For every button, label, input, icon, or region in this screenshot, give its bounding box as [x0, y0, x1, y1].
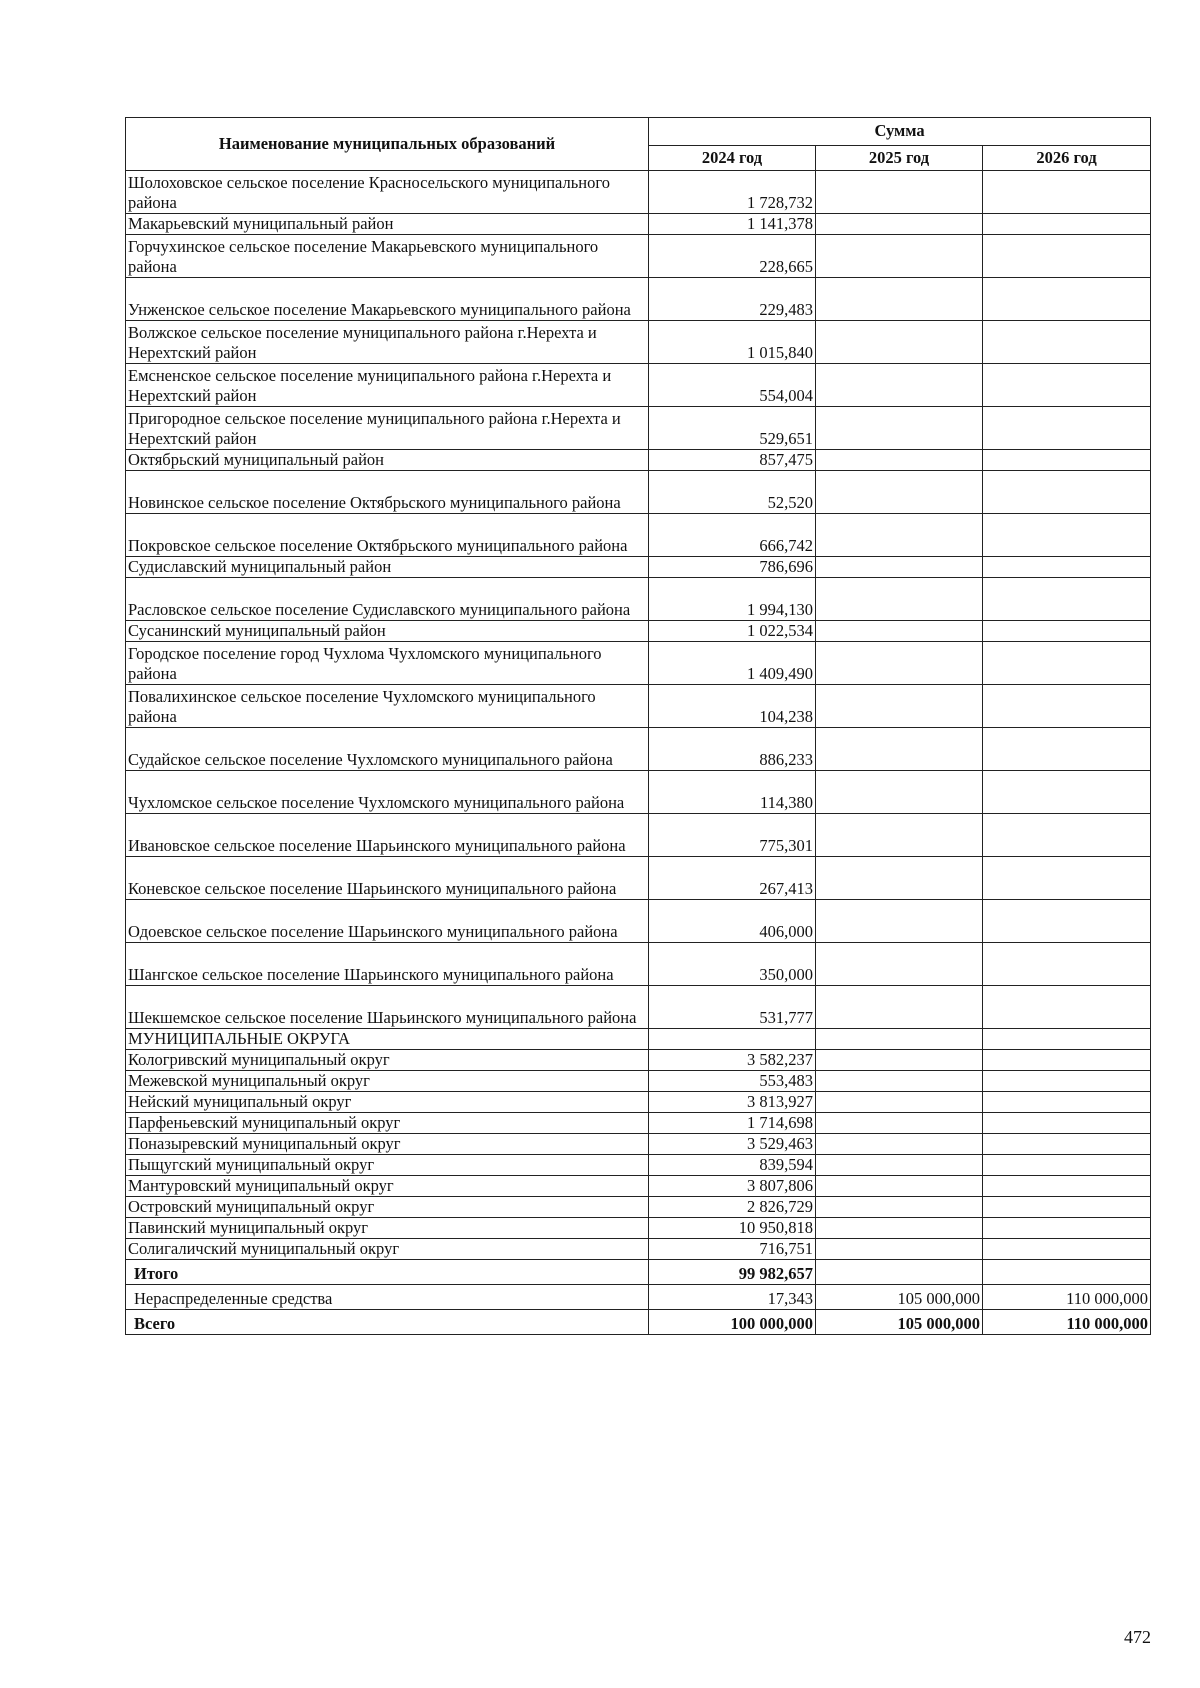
row-value-2026 — [983, 728, 1151, 771]
row-value-2025 — [816, 1155, 983, 1176]
row-value-2026 — [983, 1176, 1151, 1197]
row-value-2026 — [983, 621, 1151, 642]
row-name: Пыщугский муниципальный округ — [126, 1155, 649, 1176]
row-name: Поназыревский муниципальный округ — [126, 1134, 649, 1155]
row-name: МУНИЦИПАЛЬНЫЕ ОКРУГА — [126, 1029, 649, 1050]
header-year-2026: 2026 год — [983, 145, 1151, 170]
table-row — [126, 728, 1151, 771]
row-name: Октябрьский муниципальный район — [126, 450, 649, 471]
row-name: Мантуровский муниципальный округ — [126, 1176, 649, 1197]
row-value-2026 — [983, 1197, 1151, 1218]
summary-row — [126, 1310, 1151, 1335]
row-value-2026 — [983, 471, 1151, 514]
row-name: Покровское сельское поселение Октябрьского муниципального района — [126, 514, 649, 557]
row-value-2026 — [983, 278, 1151, 321]
row-value-2025 — [816, 557, 983, 578]
row-value-2026 — [983, 1155, 1151, 1176]
row-value-2024: 857,475 — [649, 450, 816, 471]
row-value-2026 — [983, 1029, 1151, 1050]
row-value-2025 — [816, 578, 983, 621]
summary-value-2025 — [816, 1260, 983, 1285]
row-value-2026 — [983, 235, 1151, 278]
table-row — [126, 900, 1151, 943]
row-value-2024: 1 994,130 — [649, 578, 816, 621]
row-value-2025 — [816, 771, 983, 814]
table-row — [126, 557, 1151, 578]
row-value-2026 — [983, 407, 1151, 450]
row-name: Одоевское сельское поселение Шарьинского муниципального района — [126, 900, 649, 943]
row-value-2025 — [816, 1071, 983, 1092]
row-value-2026 — [983, 857, 1151, 900]
header-sum: Сумма — [649, 118, 1151, 146]
row-name: Сусанинский муниципальный район — [126, 621, 649, 642]
table-row — [126, 685, 1151, 728]
summary-row — [126, 1260, 1151, 1285]
row-value-2024: 786,696 — [649, 557, 816, 578]
row-value-2026 — [983, 578, 1151, 621]
row-value-2024: 406,000 — [649, 900, 816, 943]
row-value-2024: 839,594 — [649, 1155, 816, 1176]
row-value-2024: 666,742 — [649, 514, 816, 557]
row-value-2025 — [816, 1029, 983, 1050]
row-value-2025 — [816, 171, 983, 214]
row-value-2026 — [983, 642, 1151, 685]
row-value-2025 — [816, 450, 983, 471]
row-value-2024: 716,751 — [649, 1239, 816, 1260]
header-year-2024: 2024 год — [649, 145, 816, 170]
row-value-2026 — [983, 321, 1151, 364]
table-row — [126, 235, 1151, 278]
row-value-2024: 3 582,237 — [649, 1050, 816, 1071]
table-row — [126, 578, 1151, 621]
row-value-2024: 3 807,806 — [649, 1176, 816, 1197]
row-value-2024: 1 409,490 — [649, 642, 816, 685]
row-value-2024: 3 813,927 — [649, 1092, 816, 1113]
row-value-2025 — [816, 407, 983, 450]
row-value-2025 — [816, 1218, 983, 1239]
row-value-2024: 1 015,840 — [649, 321, 816, 364]
row-name: Емсненское сельское поселение муниципального района г.Нерехта и Нерехтский район — [126, 364, 649, 407]
table-row — [126, 1050, 1151, 1071]
row-name: Нейский муниципальный округ — [126, 1092, 649, 1113]
row-value-2025 — [816, 1092, 983, 1113]
row-name: Шолоховское сельское поселение Красносельского муниципального района — [126, 171, 649, 214]
table-row — [126, 1029, 1151, 1050]
row-value-2024: 886,233 — [649, 728, 816, 771]
row-name: Солигаличский муниципальный округ — [126, 1239, 649, 1260]
row-value-2026 — [983, 900, 1151, 943]
row-name: Волжское сельское поселение муниципального района г.Нерехта и Нерехтский район — [126, 321, 649, 364]
row-value-2024: 1 022,534 — [649, 621, 816, 642]
table-row — [126, 642, 1151, 685]
summary-value-2024: 100 000,000 — [649, 1310, 816, 1335]
row-value-2025 — [816, 1197, 983, 1218]
row-value-2026 — [983, 771, 1151, 814]
table-row — [126, 1071, 1151, 1092]
row-value-2025 — [816, 514, 983, 557]
row-value-2024: 554,004 — [649, 364, 816, 407]
row-name: Судиславский муниципальный район — [126, 557, 649, 578]
row-value-2025 — [816, 364, 983, 407]
row-value-2024: 2 826,729 — [649, 1197, 816, 1218]
row-name: Островский муниципальный округ — [126, 1197, 649, 1218]
row-value-2026 — [983, 450, 1151, 471]
row-value-2026 — [983, 1071, 1151, 1092]
table-row — [126, 1155, 1151, 1176]
table-row — [126, 1176, 1151, 1197]
table-row — [126, 278, 1151, 321]
row-value-2026 — [983, 814, 1151, 857]
table-row — [126, 214, 1151, 235]
table-row — [126, 321, 1151, 364]
table-row — [126, 771, 1151, 814]
summary-value-2025: 105 000,000 — [816, 1285, 983, 1310]
summary-name: Нераспределенные средства — [126, 1285, 649, 1310]
row-name: Парфеньевский муниципальный округ — [126, 1113, 649, 1134]
row-value-2025 — [816, 1134, 983, 1155]
row-value-2024: 1 714,698 — [649, 1113, 816, 1134]
row-value-2024: 553,483 — [649, 1071, 816, 1092]
summary-value-2026 — [983, 1260, 1151, 1285]
row-value-2024: 114,380 — [649, 771, 816, 814]
table-row — [126, 450, 1151, 471]
row-value-2025 — [816, 471, 983, 514]
header-name-column: Наименование муниципальных образований — [126, 118, 649, 171]
row-value-2025 — [816, 728, 983, 771]
row-value-2024: 531,777 — [649, 986, 816, 1029]
row-name: Горчухинское сельское поселение Макарьевского муниципального района — [126, 235, 649, 278]
table-row — [126, 1239, 1151, 1260]
row-name: Унженское сельское поселение Макарьевского муниципального района — [126, 278, 649, 321]
row-name: Шангское сельское поселение Шарьинского муниципального района — [126, 943, 649, 986]
table-row — [126, 364, 1151, 407]
row-value-2024: 350,000 — [649, 943, 816, 986]
summary-value-2024: 17,343 — [649, 1285, 816, 1310]
table-row — [126, 171, 1151, 214]
row-value-2026 — [983, 514, 1151, 557]
row-name: Кологривский муниципальный округ — [126, 1050, 649, 1071]
row-name: Повалихинское сельское поселение Чухломского муниципального района — [126, 685, 649, 728]
row-name: Пригородное сельское поселение муниципального района г.Нерехта и Нерехтский район — [126, 407, 649, 450]
row-value-2025 — [816, 621, 983, 642]
row-value-2026 — [983, 986, 1151, 1029]
row-value-2025 — [816, 685, 983, 728]
table-body — [126, 171, 1151, 1335]
row-name: Шекшемское сельское поселение Шарьинского муниципального района — [126, 986, 649, 1029]
row-value-2026 — [983, 214, 1151, 235]
row-name: Коневское сельское поселение Шарьинского муниципального района — [126, 857, 649, 900]
row-value-2025 — [816, 1113, 983, 1134]
table-row — [126, 1218, 1151, 1239]
row-name: Ивановское сельское поселение Шарьинского муниципального района — [126, 814, 649, 857]
row-value-2025 — [816, 214, 983, 235]
row-value-2025 — [816, 986, 983, 1029]
row-value-2024: 529,651 — [649, 407, 816, 450]
table-row — [126, 1197, 1151, 1218]
summary-value-2026: 110 000,000 — [983, 1285, 1151, 1310]
page-number: 472 — [1124, 1627, 1151, 1647]
table-row — [126, 814, 1151, 857]
table-row — [126, 1092, 1151, 1113]
table-row — [126, 514, 1151, 557]
row-value-2024: 228,665 — [649, 235, 816, 278]
row-value-2025 — [816, 1176, 983, 1197]
row-value-2026 — [983, 1134, 1151, 1155]
row-value-2025 — [816, 1239, 983, 1260]
row-value-2024: 1 141,378 — [649, 214, 816, 235]
row-value-2026 — [983, 1113, 1151, 1134]
row-value-2024: 1 728,732 — [649, 171, 816, 214]
row-value-2026 — [983, 364, 1151, 407]
row-value-2026 — [983, 685, 1151, 728]
row-name: Чухломское сельское поселение Чухломского муниципального района — [126, 771, 649, 814]
row-value-2026 — [983, 1092, 1151, 1113]
row-value-2025 — [816, 1050, 983, 1071]
table-row — [126, 1134, 1151, 1155]
row-value-2024: 229,483 — [649, 278, 816, 321]
row-name: Макарьевский муниципальный район — [126, 214, 649, 235]
row-value-2024: 10 950,818 — [649, 1218, 816, 1239]
table-row — [126, 986, 1151, 1029]
table-row — [126, 1113, 1151, 1134]
row-value-2026 — [983, 1050, 1151, 1071]
row-name: Расловское сельское поселение Судиславского муниципального района — [126, 578, 649, 621]
row-name: Новинское сельское поселение Октябрьского муниципального района — [126, 471, 649, 514]
summary-name: Всего — [126, 1310, 649, 1335]
row-value-2025 — [816, 943, 983, 986]
row-value-2025 — [816, 857, 983, 900]
row-value-2026 — [983, 557, 1151, 578]
table-row — [126, 943, 1151, 986]
row-value-2026 — [983, 1239, 1151, 1260]
table-row — [126, 407, 1151, 450]
header-year-2025: 2025 год — [816, 145, 983, 170]
row-name: Павинский муниципальный округ — [126, 1218, 649, 1239]
row-value-2026 — [983, 1218, 1151, 1239]
row-value-2024: 775,301 — [649, 814, 816, 857]
row-value-2024: 52,520 — [649, 471, 816, 514]
row-name: Межевской муниципальный округ — [126, 1071, 649, 1092]
summary-value-2025: 105 000,000 — [816, 1310, 983, 1335]
row-value-2025 — [816, 321, 983, 364]
row-value-2026 — [983, 943, 1151, 986]
row-name: Судайское сельское поселение Чухломского муниципального района — [126, 728, 649, 771]
row-value-2024: 267,413 — [649, 857, 816, 900]
row-value-2026 — [983, 171, 1151, 214]
municipal-funds-table — [125, 117, 1151, 1335]
row-value-2024: 3 529,463 — [649, 1134, 816, 1155]
summary-row — [126, 1285, 1151, 1310]
row-value-2024 — [649, 1029, 816, 1050]
row-value-2025 — [816, 235, 983, 278]
summary-value-2026: 110 000,000 — [983, 1310, 1151, 1335]
row-value-2025 — [816, 900, 983, 943]
row-value-2025 — [816, 278, 983, 321]
row-value-2024: 104,238 — [649, 685, 816, 728]
row-value-2025 — [816, 814, 983, 857]
row-value-2025 — [816, 642, 983, 685]
summary-value-2024: 99 982,657 — [649, 1260, 816, 1285]
table-row — [126, 471, 1151, 514]
table-row — [126, 857, 1151, 900]
table-row — [126, 621, 1151, 642]
summary-name: Итого — [126, 1260, 649, 1285]
row-name: Городское поселение город Чухлома Чухломского муниципального района — [126, 642, 649, 685]
